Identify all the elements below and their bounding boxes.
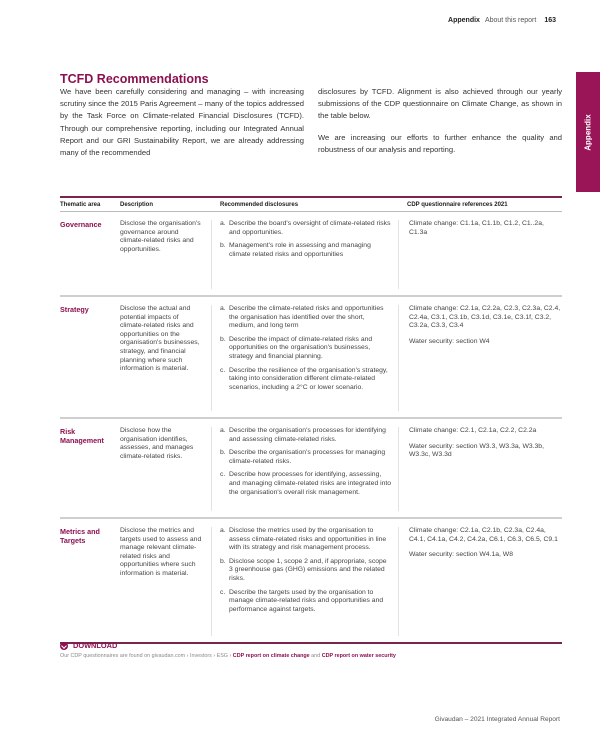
disclosures (212, 427, 399, 511)
header-recommended-disclosures: Recommended disclosures (220, 202, 299, 208)
reference: Water security: section W4 (409, 337, 490, 345)
download-text-mid: and (309, 653, 322, 659)
disclosure-letter: c. (220, 588, 226, 596)
thematic-area: Governance (60, 220, 102, 229)
intro-paragraph-1: We have been carefully considering and managing – with increasing scrutiny since the 2015 Paris Agreement – many of the topics addressed by the Task Force on Climate-related Financial Disclosures (TCFD). Through our comprehensive reporting, including our Integrated Annual Report and our GRI Sustainability Report, we are already addressing many of the recommended (60, 87, 304, 158)
disclosure-text: Describe the organisation's processes for identifying and assessing climate-related risks. (229, 427, 386, 443)
page-footer: Givaudan – 2021 Integrated Annual Report (434, 716, 560, 723)
cdp-references (399, 305, 562, 411)
disclosure-text: Describe the organisation's processes for managing climate-related risks. (229, 449, 386, 465)
description: Disclose the metrics and targets used to assess and manage relevant climate-related risks and opportunities where such information is material. (120, 527, 212, 636)
disclosure-letter: b. (220, 557, 226, 565)
disclosure-text: Describe the resilience of the organisation's strategy, taking into consideration different climate-related scenarios, including a 2°C or lower scenario. (229, 366, 388, 391)
disclosure-item (220, 449, 392, 466)
download-text (60, 653, 396, 659)
disclosure-letter: a. (220, 527, 226, 534)
table-row-governance (60, 212, 562, 297)
disclosure-letter: c. (220, 471, 226, 479)
disclosure-item (220, 471, 392, 497)
page-number: 163 (544, 17, 556, 24)
cdp-references (399, 220, 562, 289)
disclosures (212, 305, 399, 411)
cdp-water-security-link[interactable]: CDP report on water security (321, 653, 396, 659)
download-icon (60, 642, 68, 650)
thematic-area: Metrics and Targets (60, 527, 100, 545)
table-row-metrics-and-targets (60, 519, 562, 644)
intro-right-column (318, 86, 562, 159)
disclosure-item (220, 589, 392, 615)
download-section (60, 641, 396, 659)
disclosure-letter: b. (220, 449, 226, 457)
disclosure-item (220, 427, 392, 444)
table-row-strategy (60, 297, 562, 419)
description: Disclose the organisation's governance around climate-related risks and opportunities. (120, 220, 212, 289)
header-thematic-area: Thematic area (60, 202, 101, 208)
disclosure-item (220, 367, 392, 393)
header-description: Description (120, 202, 154, 208)
disclosure-letter: b. (220, 335, 226, 343)
download-title: DOWNLOAD (73, 641, 118, 650)
cdp-references (399, 527, 562, 636)
appendix-side-tab[interactable] (576, 72, 600, 192)
tcfd-table (60, 196, 562, 644)
reference: Climate change: C2.1a, C2.2a, C2.3, C2.3a, C2.4, C2.4a, C3.1, C3.1b, C3.1d, C3.1e, C3.1f, C3.2, C3.2a, C3.3, C3.4 (409, 305, 561, 330)
description: Disclose how the organisation identifies, assesses, and manages climate-related risks. (120, 427, 212, 511)
disclosure-text: Disclose the metrics used by the organisation to assess climate-related risks and opportunities in line with its strategy and risk management process. (229, 527, 387, 552)
page-title: TCFD Recommendations (60, 72, 209, 86)
disclosures (212, 220, 399, 289)
disclosure-text: Describe how processes for identifying, assessing, and managing climate-related risks are integrated into the organisation's overall risk management. (229, 471, 392, 496)
disclosure-text: Disclose scope 1, scope 2 and, if appropriate, scope 3 greenhouse gas (GHG) emissions and the related risks. (229, 557, 387, 582)
disclosure-text: Management's role in assessing and managing climate related risks and opportunities (229, 242, 371, 258)
reference: Climate change: C2.1, C2.1a, C2.2, C2.2a (409, 427, 537, 434)
intro-text (60, 86, 562, 159)
intro-left-column (60, 86, 304, 159)
reference: Water security: section W3.3, W3.3a, W3.3b, W3.3c, W3.3d (409, 442, 544, 459)
disclosure-text: Describe the board's oversight of climate-related risks and opportunities. (229, 220, 391, 236)
cdp-climate-change-link[interactable]: CDP report on climate change (232, 653, 310, 659)
page-header (448, 17, 556, 24)
disclosure-item (220, 305, 392, 331)
disclosure-item (220, 242, 392, 259)
reference: Water security: section W4.1a, W8 (409, 551, 513, 559)
header-cdp-references: CDP questionnaire references 2021 (407, 202, 508, 208)
disclosure-letter: a. (220, 220, 226, 227)
thematic-area: Strategy (60, 305, 89, 314)
disclosure-item (220, 527, 392, 553)
intro-paragraph-2: disclosures by TCFD. Alignment is also achieved through our yearly submissions of the CDP questionnaire on Climate Change, as shown in the table below. (318, 87, 562, 121)
disclosure-letter: b. (220, 242, 226, 250)
disclosures (212, 527, 399, 636)
reference: Climate change: C1.1a, C1.1b, C1.2, C1..2a, C1.3a (409, 220, 544, 236)
disclosure-item (220, 220, 392, 237)
disclosure-text: Describe the climate-related risks and opportunities the organisation has identified over the short, medium, and long term (229, 305, 384, 330)
side-tab-label: Appendix (583, 113, 593, 151)
table-row-risk-management (60, 419, 562, 519)
header-section: Appendix (448, 17, 480, 24)
reference: Climate change: C2.1a, C2.1b, C2.3a, C2.4a, C4.1, C4.1a, C4.2, C4.2a, C6.1, C6.3, C6.5, C9.1 (409, 527, 558, 543)
disclosure-letter: a. (220, 427, 226, 434)
download-heading (60, 641, 396, 650)
disclosure-letter: a. (220, 305, 226, 312)
thematic-area: Risk Management (60, 427, 104, 445)
header-subsection: About this report (484, 17, 537, 24)
disclosure-item (220, 336, 392, 362)
disclosure-text: Describe the targets used by the organisation to manage climate-related risks and opportunities and performance against targets. (229, 588, 384, 613)
cdp-references (399, 427, 562, 511)
table-header (60, 198, 562, 212)
intro-paragraph-3: We are increasing our efforts to further enhance the quality and robustness of our analysis and reporting. (318, 132, 562, 154)
disclosure-item (220, 558, 392, 584)
disclosure-letter: c. (220, 366, 226, 374)
description: Disclose the actual and potential impacts of climate-related risks and opportunities on the organisation's businesses, strategy, and financial planning where such information is material. (120, 305, 212, 411)
disclosure-text: Describe the impact of climate-related risks and opportunities on the organisation's businesses, strategy and financial planning. (229, 335, 373, 360)
download-text-prefix: Our CDP questionnaires are found on givaudan.com › Investors › ESG › (60, 653, 233, 659)
